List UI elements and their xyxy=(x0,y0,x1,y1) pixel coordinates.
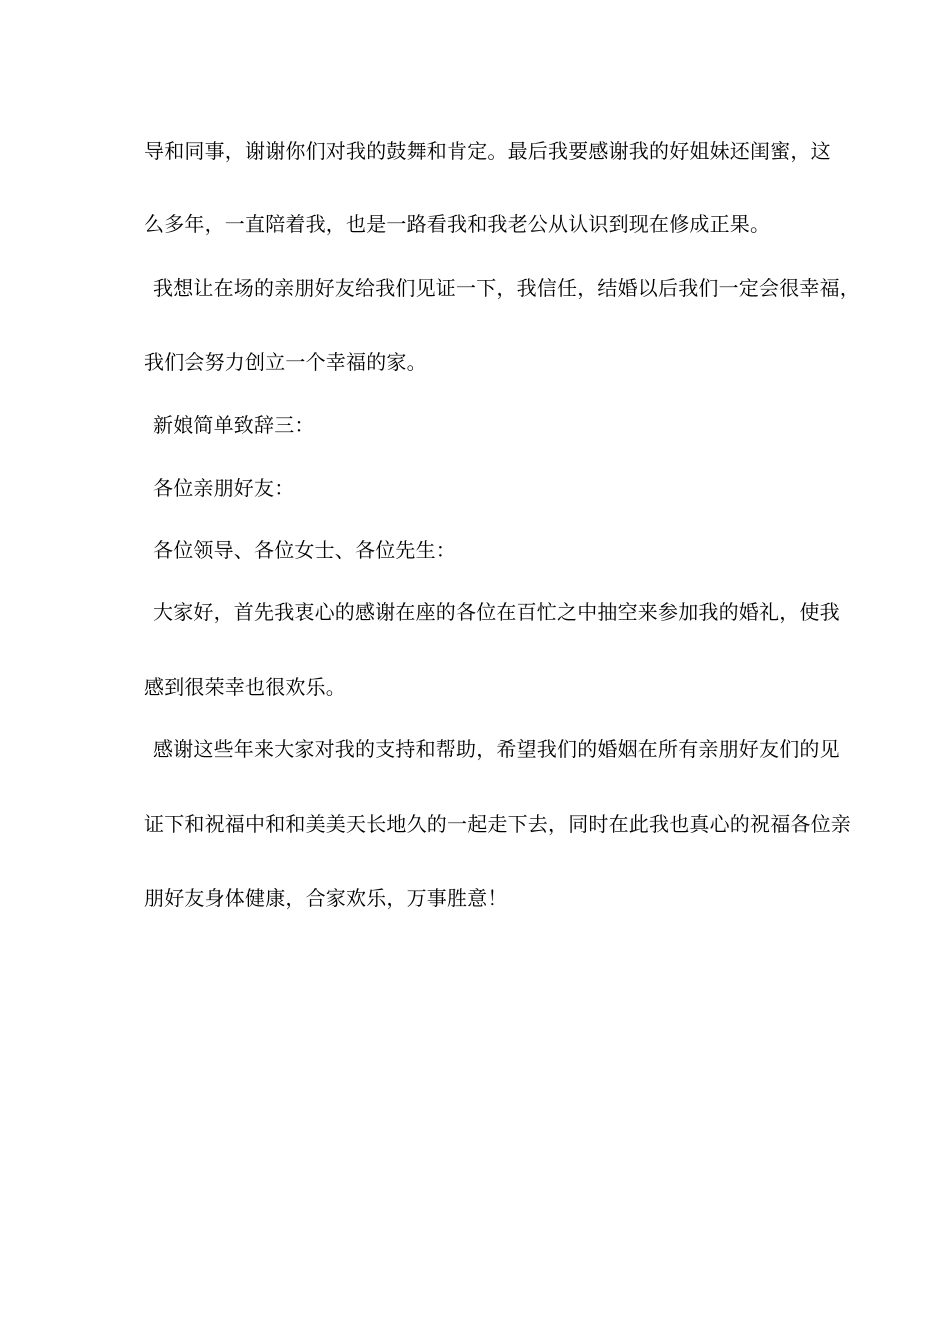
text-line-3: 我想让在场的亲朋好友给我们见证一下，我信任，结婚以后我们一定会很幸福， xyxy=(153,276,860,300)
section-heading: 新娘简单致辞三： xyxy=(153,413,315,437)
text-line-1: 导和同事，谢谢你们对我的鼓舞和肯定。最后我要感谢我的好姐妹还闺蜜，这 xyxy=(144,139,831,163)
text-line-11: 证下和祝福中和和美美天长地久的一起走下去，同时在此我也真心的祝福各位亲 xyxy=(144,812,851,836)
salutation-1: 各位亲朋好友： xyxy=(153,476,295,500)
text-line-12: 朋好友身体健康，合家欢乐，万事胜意！ xyxy=(144,886,508,910)
salutation-2: 各位领导、各位女士、各位先生： xyxy=(153,538,456,562)
text-line-4: 我们会努力创立一个幸福的家。 xyxy=(144,350,427,374)
text-line-9: 感到很荣幸也很欢乐。 xyxy=(144,675,346,699)
text-line-10: 感谢这些年来大家对我的支持和帮助，希望我们的婚姻在所有亲朋好友们的见 xyxy=(153,737,840,761)
text-line-8: 大家好，首先我衷心的感谢在座的各位在百忙之中抽空来参加我的婚礼，使我 xyxy=(153,600,840,624)
text-line-2: 么多年，一直陪着我，也是一路看我和我老公从认识到现在修成正果。 xyxy=(144,212,771,236)
